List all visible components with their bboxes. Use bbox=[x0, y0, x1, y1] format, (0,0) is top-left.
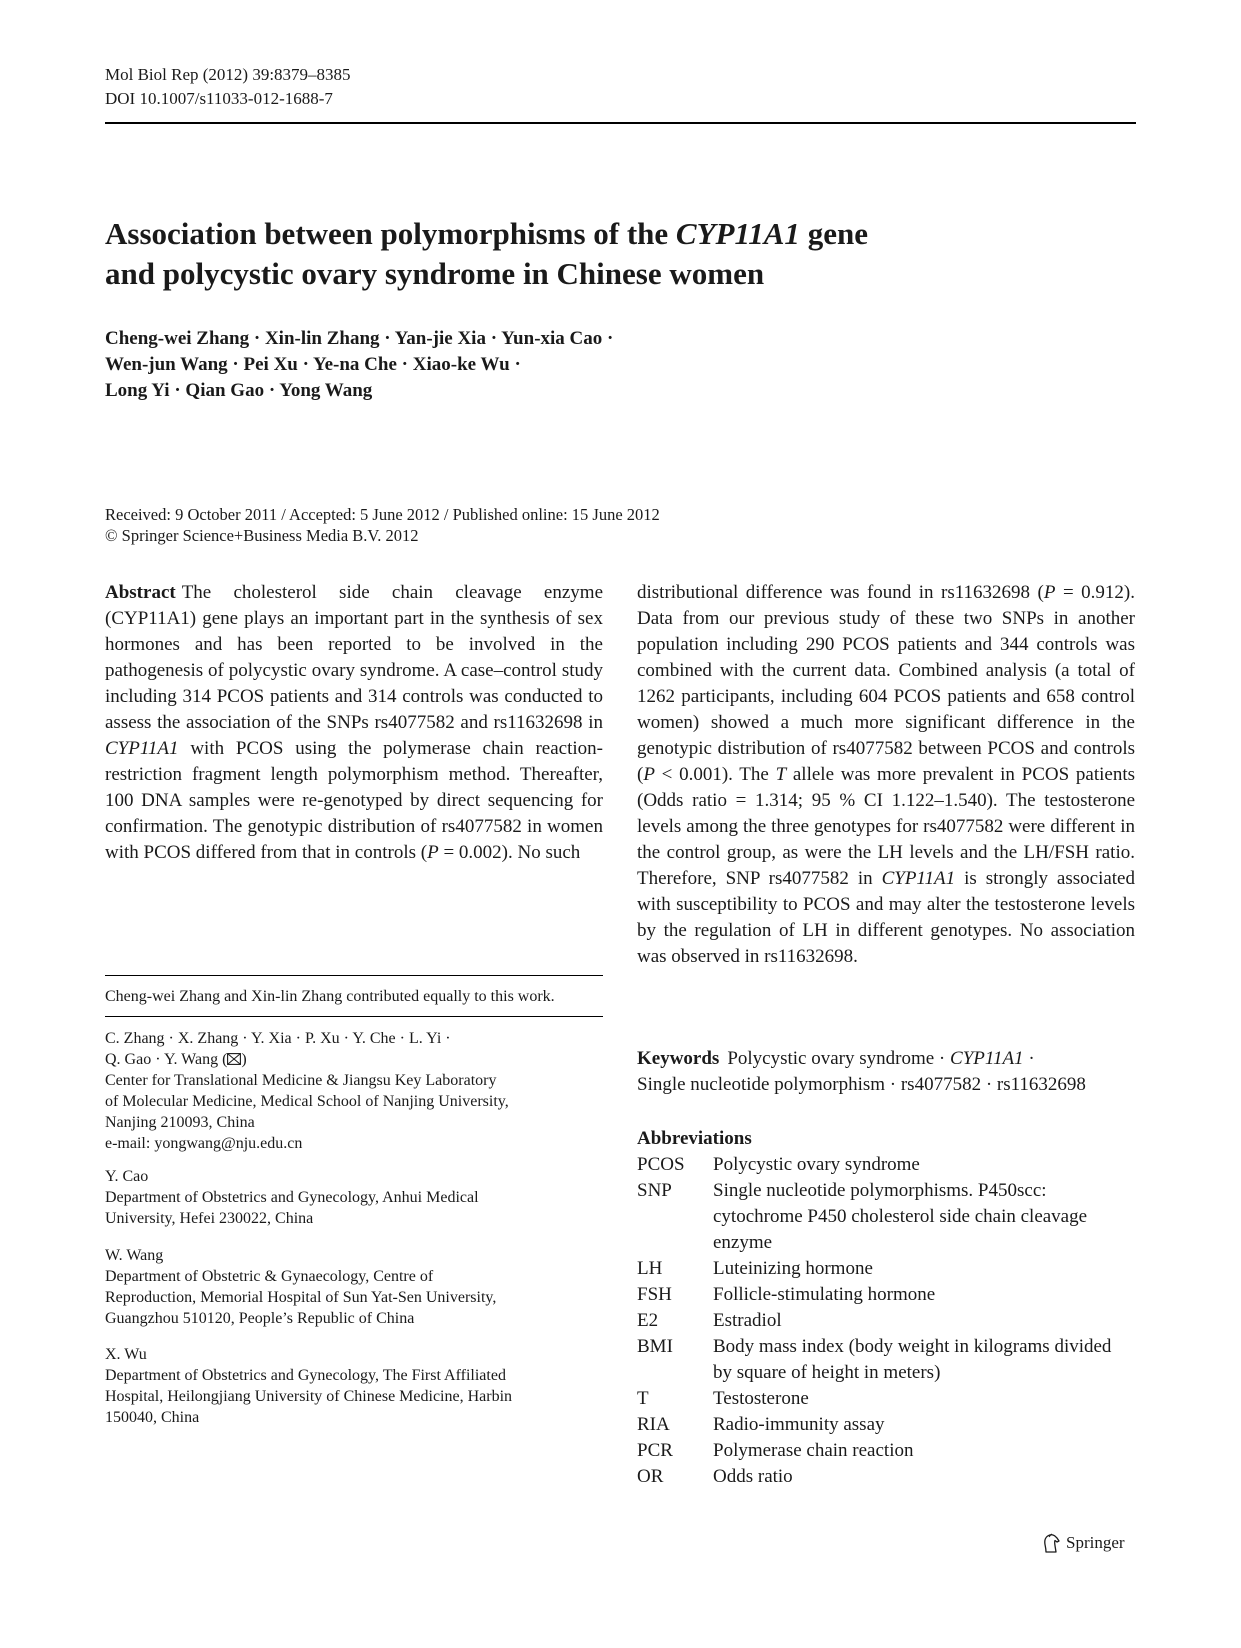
abstract-heading: Abstract bbox=[105, 582, 176, 603]
abbreviations-block bbox=[637, 1126, 1135, 1490]
abbreviation-row bbox=[637, 1438, 1135, 1464]
abstract-left-column bbox=[105, 580, 603, 866]
abbreviation-value: Estradiol bbox=[713, 1310, 782, 1331]
affiliation-1-names-2 bbox=[105, 1049, 603, 1070]
affiliation-3 bbox=[105, 1245, 603, 1329]
publisher-footer bbox=[1040, 1532, 1125, 1554]
affiliation-1-line-1: Center for Translational Medicine & Jiangsu Key Laboratory bbox=[105, 1072, 497, 1089]
footnote-rule-top bbox=[105, 975, 603, 976]
abbreviation-value: Single nucleotide polymorphisms. P450scc: cytochrome P450 cholesterol side chain cleavage enzyme bbox=[713, 1180, 1088, 1253]
abstract-text: is strongly associated with susceptibility to PCOS and may alter the testosterone levels by the regulation of LH in different genotypes. No association was observed in rs11632698. bbox=[637, 868, 1135, 967]
keyword-text: Polycystic ovary syndrome · bbox=[727, 1048, 951, 1069]
affiliation-1-line-3: Nanjing 210093, China bbox=[105, 1114, 255, 1131]
abbreviation-value: Polymerase chain reaction bbox=[713, 1440, 914, 1461]
abbreviation-row bbox=[637, 1308, 1135, 1334]
journal-citation: Mol Biol Rep (2012) 39:8379–8385 bbox=[105, 65, 351, 84]
abbreviation-row bbox=[637, 1178, 1135, 1256]
equal-contribution-note bbox=[105, 986, 603, 1007]
title-text-1: Association between polymorphisms of the bbox=[105, 216, 676, 251]
abstract-right-column bbox=[637, 580, 1135, 970]
authors-line-3: Long Yi · Qian Gao · Yong Wang bbox=[105, 380, 373, 401]
abbreviation-value: Testosterone bbox=[713, 1388, 809, 1409]
header-rule bbox=[105, 122, 1136, 124]
affiliation-2-line-1: Department of Obstetrics and Gynecology, Anhui Medical bbox=[105, 1189, 479, 1206]
abstract-text: distributional difference was found in rs11632698 ( bbox=[637, 582, 1044, 603]
doi: DOI 10.1007/s11033-012-1688-7 bbox=[105, 89, 333, 108]
affiliation-2-line-2: University, Hefei 230022, China bbox=[105, 1210, 314, 1227]
affiliation-4-line-1: Department of Obstetrics and Gynecology, The First Affiliated bbox=[105, 1367, 506, 1384]
abbreviation-key: BMI bbox=[637, 1336, 673, 1357]
abbreviation-value: Polycystic ovary syndrome bbox=[713, 1154, 920, 1175]
title-gene: CYP11A1 bbox=[675, 216, 800, 251]
affiliation-4-line-3: 150040, China bbox=[105, 1409, 200, 1426]
abstract-text: allele was more prevalent in PCOS patients (Odds ratio = 1.314; 95 % CI 1.122–1.540). The testosterone levels among the three genotypes for rs4077582 were different in the control group, as were the LH levels and the LH/FSH ratio. Therefore, SNP rs4077582 in bbox=[637, 764, 1135, 889]
abbreviation-row bbox=[637, 1152, 1135, 1178]
abbreviation-value: Odds ratio bbox=[713, 1466, 793, 1487]
authors-line-1: Cheng-wei Zhang · Xin-lin Zhang · Yan-jie Xia · Yun-xia Cao · bbox=[105, 328, 614, 349]
abstract-gene: CYP11A1 bbox=[105, 738, 179, 759]
abstract-paragraph-right bbox=[637, 580, 1135, 970]
abstract-paragraph-left bbox=[105, 580, 603, 866]
springer-horse-icon bbox=[1040, 1532, 1062, 1554]
abstract-text: = 0.002). No such bbox=[438, 842, 581, 863]
affiliation-2 bbox=[105, 1166, 603, 1229]
abstract-text: = 0.912). Data from our previous study of these two SNPs in another population including 290 PCOS patients and 344 controls was combined with the current data. Combined analysis (a total of 1262 participants, including 604 PCOS patients and 658 control women) showed a much more significant difference in the genotypic distribution of rs4077582 between PCOS and controls ( bbox=[637, 582, 1135, 785]
keywords-line-2: Single nucleotide polymorphism · rs4077582 · rs11632698 bbox=[637, 1074, 1086, 1095]
affiliation-3-name: W. Wang bbox=[105, 1247, 164, 1264]
abstract-text: with PCOS using the polymerase chain reaction-restriction fragment length polymorphism method. Thereafter, 100 DNA samples were re-genotyped by direct sequencing for confirmation. The genotypic distribution of rs4077582 in women with PCOS differed from that in controls ( bbox=[105, 738, 603, 863]
equal-contribution-text: Cheng-wei Zhang and Xin-lin Zhang contributed equally to this work. bbox=[105, 988, 555, 1005]
publisher-name: Springer bbox=[1066, 1533, 1125, 1552]
affiliation-1-line-2: of Molecular Medicine, Medical School of Nanjing University, bbox=[105, 1093, 509, 1110]
keyword-gene: CYP11A1 bbox=[950, 1048, 1024, 1069]
footnote-rule-bottom bbox=[105, 1016, 603, 1017]
affiliation-3-line-2: Reproduction, Memorial Hospital of Sun Yat-Sen University, bbox=[105, 1289, 497, 1306]
affiliation-1 bbox=[105, 1028, 603, 1154]
affiliation-4 bbox=[105, 1344, 603, 1428]
corresponding-email: e-mail: yongwang@nju.edu.cn bbox=[105, 1135, 303, 1152]
title-line-2: and polycystic ovary syndrome in Chinese women bbox=[105, 256, 765, 291]
abbreviation-key: E2 bbox=[637, 1310, 659, 1331]
affiliation-4-line-2: Hospital, Heilongjiang University of Chinese Medicine, Harbin bbox=[105, 1388, 513, 1405]
abstract-text: The cholesterol side chain cleavage enzyme (CYP11A1) gene plays an important part in the synthesis of sex hormones and has been reported to be involved in the pathogenesis of polycystic ovary syndrome. A case–control study including 314 PCOS patients and 314 controls was conducted to assess the association of the SNPs rs4077582 and rs11632698 in bbox=[105, 582, 603, 733]
abstract-gene: CYP11A1 bbox=[881, 868, 956, 889]
affiliation-3-line-3: Guangzhou 510120, People’s Republic of China bbox=[105, 1310, 415, 1327]
publication-dates bbox=[105, 504, 660, 546]
affiliation-1-names: C. Zhang · X. Zhang · Y. Xia · P. Xu · Y. Che · L. Yi · bbox=[105, 1030, 451, 1047]
abstract-p-symbol: P bbox=[427, 842, 439, 863]
abbreviations-heading: Abbreviations bbox=[637, 1128, 752, 1149]
affiliation-4-name: X. Wu bbox=[105, 1346, 147, 1363]
title-text-2: gene bbox=[799, 216, 868, 251]
abbreviation-row bbox=[637, 1282, 1135, 1308]
abbreviation-row bbox=[637, 1334, 1135, 1386]
keywords-block bbox=[637, 1046, 1135, 1098]
abbreviation-key: LH bbox=[637, 1258, 663, 1279]
abbreviation-key: RIA bbox=[637, 1414, 670, 1435]
affiliation-3-line-1: Department of Obstetric & Gynaecology, Centre of bbox=[105, 1268, 434, 1285]
abstract-allele: T bbox=[775, 764, 787, 785]
abbreviation-row bbox=[637, 1386, 1135, 1412]
abstract-p-symbol: P bbox=[643, 764, 655, 785]
copyright: © Springer Science+Business Media B.V. 2012 bbox=[105, 526, 419, 545]
envelope-icon bbox=[227, 1051, 241, 1068]
keywords-line-1 bbox=[637, 1046, 1135, 1072]
abbreviation-row bbox=[637, 1412, 1135, 1438]
abbreviation-value: Luteinizing hormone bbox=[713, 1258, 873, 1279]
affiliation-1-names-2-text: Q. Gao · Y. Wang ( bbox=[105, 1051, 228, 1068]
abbreviation-row bbox=[637, 1256, 1135, 1282]
abbreviation-row bbox=[637, 1464, 1135, 1490]
abstract-text: < 0.001). The bbox=[654, 764, 776, 785]
abbreviation-value: Radio-immunity assay bbox=[713, 1414, 885, 1435]
author-list bbox=[105, 326, 1136, 404]
abbreviation-value: Follicle-stimulating hormone bbox=[713, 1284, 936, 1305]
abbreviation-key: OR bbox=[637, 1466, 664, 1487]
affiliation-2-name: Y. Cao bbox=[105, 1168, 149, 1185]
abstract-p-symbol: P bbox=[1043, 582, 1056, 603]
received-accepted-published: Received: 9 October 2011 / Accepted: 5 June 2012 / Published online: 15 June 2012 bbox=[105, 505, 660, 524]
keyword-text: · bbox=[1023, 1048, 1035, 1069]
article-title bbox=[105, 214, 1136, 294]
authors-line-2: Wen-jun Wang · Pei Xu · Ye-na Che · Xiao-ke Wu · bbox=[105, 354, 521, 375]
abbreviation-key: SNP bbox=[637, 1180, 672, 1201]
abbreviation-value: Body mass index (body weight in kilograms divided by square of height in meters) bbox=[713, 1336, 1112, 1383]
affiliation-1-names-2-end: ) bbox=[241, 1051, 247, 1068]
abbreviation-key: FSH bbox=[637, 1284, 672, 1305]
keywords-heading: Keywords bbox=[637, 1048, 720, 1069]
abbreviation-key: PCR bbox=[637, 1440, 673, 1461]
abbreviation-key: PCOS bbox=[637, 1154, 685, 1175]
abbreviation-key: T bbox=[637, 1388, 649, 1409]
running-header bbox=[105, 63, 351, 111]
